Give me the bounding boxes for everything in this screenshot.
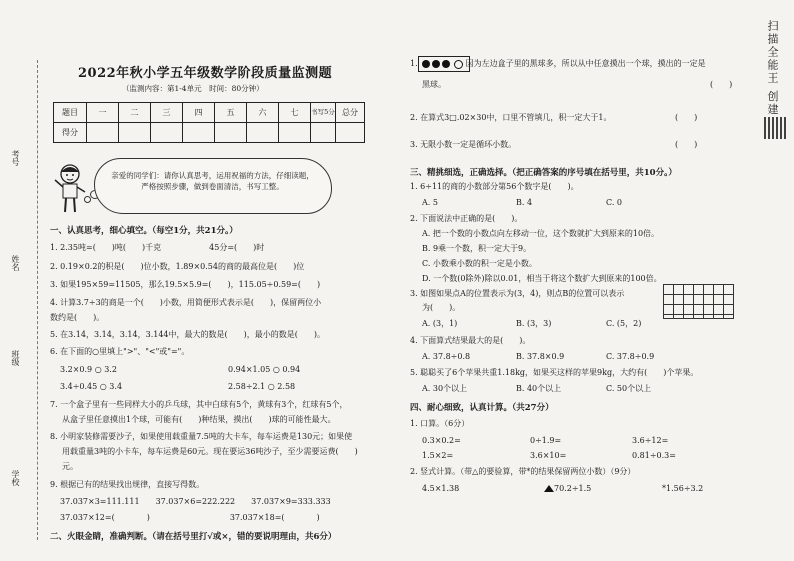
compare-1: 3.2×0.9 ○ 3.2: [60, 365, 117, 374]
calc-2-title: 2. 竖式计算。（带△的要验算，带*的结果保留两位小数）（9分）: [410, 467, 636, 476]
section-1-title: 一、认真思考，细心填空。（每空1分，共21分。）: [50, 226, 238, 236]
score-cell[interactable]: [183, 123, 215, 143]
oral-calc: 0.3×0.2=: [422, 436, 461, 445]
calc-1-title: 1. 口算。（6分）: [410, 419, 470, 428]
oral-calc: 1.5×2=: [422, 451, 454, 460]
score-cell[interactable]: [311, 123, 336, 143]
compare-4: 2.58÷2.1 ○ 2.58: [228, 382, 296, 391]
choice-3-cont: 为( )。: [422, 303, 461, 312]
oral-calc: 3.6×10=: [530, 451, 567, 460]
oral-calc: 0÷1.9=: [530, 436, 562, 445]
side-label-class: 班级: [11, 350, 20, 366]
judge-2-answer[interactable]: ( ): [675, 113, 698, 122]
vertical-calc-3: *1.56÷3.2: [662, 484, 704, 493]
choice-5-a: A. 30个以上: [422, 384, 468, 393]
oral-calc: 3.6÷12=: [632, 436, 669, 445]
score-header: 二: [119, 103, 151, 123]
score-cell[interactable]: [215, 123, 247, 143]
score-table: [53, 102, 365, 143]
score-header: 题目: [54, 103, 87, 123]
page-title: 2022年秋小学五年级数学阶段质量监测题: [78, 66, 333, 81]
score-header: 一: [87, 103, 119, 123]
score-cell[interactable]: [119, 123, 151, 143]
choice-3-b: B. (3，3): [516, 319, 552, 328]
binding-line: [37, 60, 38, 540]
question-8-cont2: 元。: [62, 462, 78, 471]
choice-5: 5. 聪聪买了6个苹果共重1.18kg，如果买这样的苹果9kg，大约有( )个苹果。: [410, 368, 699, 377]
judge-1: 1. 因为左边盒子里的黑球多，所以从中任意摸出一个球，摸出的一定是: [410, 59, 706, 68]
choice-1-b: B. 4: [516, 198, 533, 207]
choice-3: 3. 如图如果点A的位置表示为(3，4)，则点B的位置可以表示: [410, 289, 625, 298]
question-1: 1. 2.35吨=( )吨( )千克 45分=( )时: [50, 243, 265, 252]
choice-3-c: C. (5，2): [606, 319, 642, 328]
section-2-title: 二、火眼金睛，准确判断。（请在括号里打√或×，错的要说明理由，共6分）: [50, 532, 337, 542]
score-row-label: 得分: [54, 123, 87, 143]
choice-5-b: B. 40个以上: [516, 384, 562, 393]
score-header: 六: [247, 103, 279, 123]
choice-4-c: C. 37.8÷0.9: [606, 352, 655, 361]
choice-1-a: A. 5: [422, 198, 438, 207]
choice-5-c: C. 50个以上: [606, 384, 652, 393]
judge-1-answer[interactable]: ( ): [710, 80, 733, 89]
vertical-calc-1: 4.5×1.38: [422, 484, 460, 493]
question-8: 8. 小明家装修需要沙子，如果使用载重量7.5吨的大卡车，每车运费是130元；如果使: [50, 432, 353, 441]
judge-3-answer[interactable]: ( ): [675, 140, 698, 149]
triangle-icon: [544, 485, 554, 492]
judge-2: 2. 在算式3□.02×30中，口里不管填几，积一定大于1。: [410, 113, 612, 122]
judge-3: 3. 无限小数一定是循环小数。: [410, 140, 517, 149]
choice-1: 1. 6÷11的商的小数部分第56个数字是( )。: [410, 182, 579, 191]
choice-2-d: D. 一个数(0除外)除以0.01，相当于将这个数扩大到原来的100倍。: [422, 274, 662, 283]
coordinate-grid-figure: [663, 284, 734, 319]
question-8-cont: 用载重量3吨的小卡车，每车运费是60元。现在要运36吨沙子，至少需要运费( ): [62, 447, 358, 456]
section-3-title: 三、精挑细选，正确选择。（把正确答案的序号填在括号里，共10分。）: [410, 168, 677, 178]
score-header: 七: [279, 103, 311, 123]
score-cell[interactable]: [336, 123, 365, 143]
pattern-given: 37.037×3=111.111 37.037×6=222.222 37.037×9=333.333: [60, 497, 331, 506]
score-cell[interactable]: [247, 123, 279, 143]
section-4-title: 四、耐心细致，认真计算。（共27分）: [410, 403, 554, 413]
question-2: 2. 0.19×0.2的积是( )位小数，1.89×0.54的商的最高位是( )位: [50, 262, 305, 271]
compare-3: 3.4÷0.45 ○ 3.4: [60, 382, 123, 391]
page-subtitle: （监测内容：第1-4单元 时间：80分钟）: [122, 84, 264, 93]
cloud-text: 亲爱的同学们：请你认真思考，运用祝福的方法，仔细读题，严格按照步骤，做到卷面清洁，书写工整。: [111, 171, 314, 191]
choice-2-c: C. 小数乘小数的积一定是小数。: [422, 259, 537, 268]
scanner-watermark: 扫描全能王 创建: [766, 20, 779, 117]
score-header: 总分: [336, 103, 365, 123]
choice-4-a: A. 37.8÷0.8: [422, 352, 471, 361]
question-4: 4. 计算3.7÷3的商是一个( )小数，用简便形式表示是( )，保留两位小: [50, 298, 322, 307]
choice-2-b: B. 9乘一个数，积一定大于9。: [422, 244, 532, 253]
question-3: 3. 如果195×59=11505，那么19.5×5.9=( )，115.05÷0.59=( ): [50, 280, 321, 289]
boy-illustration: [52, 162, 88, 216]
score-header: 四: [183, 103, 215, 123]
choice-1-c: C. 0: [606, 198, 623, 207]
judge-1-cont: 黑球。: [422, 80, 446, 89]
pattern-ask: 37.037×12=( ) 37.037×18=( ): [60, 513, 320, 522]
score-header: 书写5分: [311, 103, 336, 123]
question-6: 6. 在下面的○里填上">"、"<"或"="。: [50, 347, 190, 356]
qr-code-icon: [764, 117, 786, 139]
side-label-school: 学校: [11, 470, 20, 486]
score-cell[interactable]: [151, 123, 183, 143]
score-cell[interactable]: [279, 123, 311, 143]
score-header: 三: [151, 103, 183, 123]
choice-4: 4. 下面算式结果最大的是( )。: [410, 336, 531, 345]
vertical-calc-2: 70.2÷1.5: [544, 484, 591, 494]
score-cell[interactable]: [87, 123, 119, 143]
side-label-id: 考号: [11, 150, 20, 166]
score-header: 五: [215, 103, 247, 123]
choice-2-a: A. 把一个数的小数点向左移动一位，这个数就扩大到原来的10倍。: [422, 229, 660, 238]
question-7-cont: 从盒子里任意摸出1个球，可能有( )种结果，摸出( )球的可能性最大。: [62, 415, 336, 424]
choice-3-a: A. (3，1): [422, 319, 458, 328]
question-9: 9. 根据已有的结果找出规律，直接写得数。: [50, 480, 205, 489]
side-label-name: 姓名: [11, 255, 20, 271]
choice-4-b: B. 37.8×0.9: [516, 352, 565, 361]
compare-2: 0.94×1.05 ○ 0.94: [228, 365, 301, 374]
question-7: 7. 一个盒子里有一些同样大小的乒乓球，其中白球有5个，黄球有3个，红球有5个，: [50, 400, 348, 409]
question-4-cont: 数约是( )。: [50, 313, 105, 322]
oral-calc: 0.81÷0.3=: [632, 451, 676, 460]
choice-2: 2. 下面说法中正确的是( )。: [410, 214, 523, 223]
question-5: 5. 在3.14，3.14，3.14，3.144中，最大的数是( )，最小的数是( )。: [50, 330, 325, 339]
